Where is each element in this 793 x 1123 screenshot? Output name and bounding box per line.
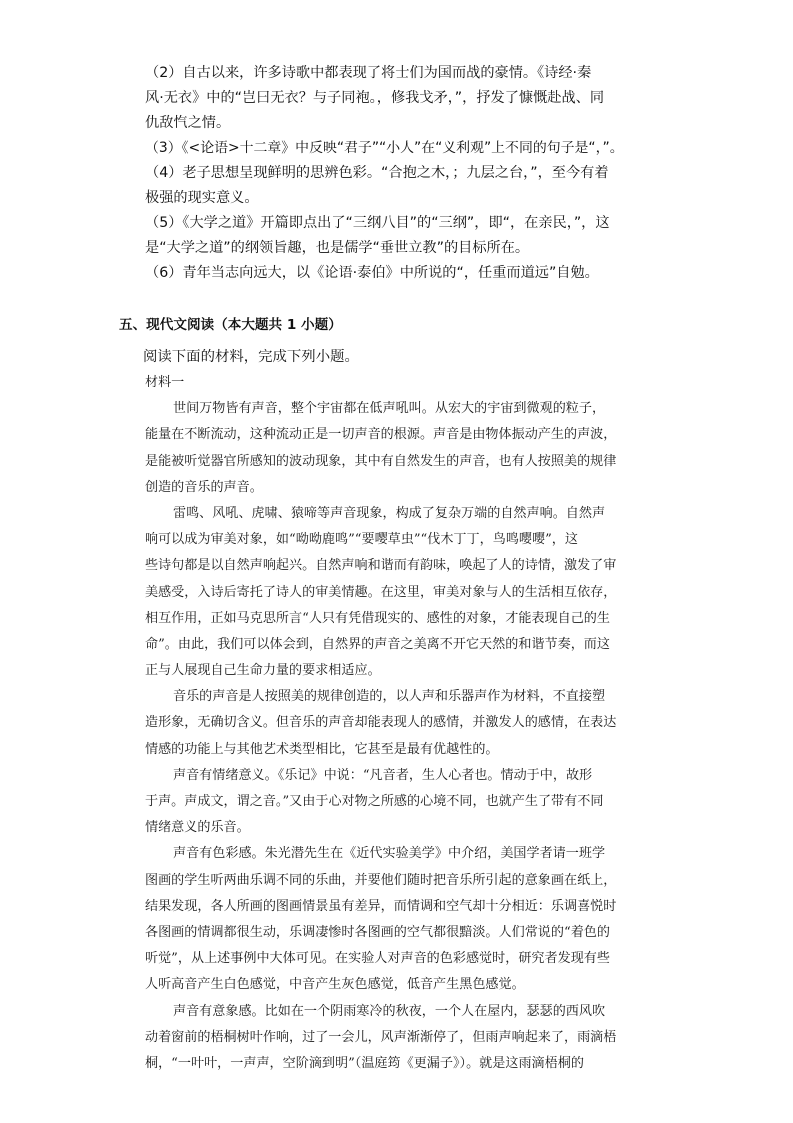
reading-material: [145, 370, 675, 1077]
material-line: 响可以成为审美对象，如“呦呦鹿鸣”“要嘤草虫”“伐木丁丁，鸟鸣嘤嘤”，这: [145, 532, 578, 548]
material-line: 世间万物皆有声音，整个宇宙都在低声吼叫。从宏大的宇宙到微观的粒子，: [173, 401, 606, 417]
question-line: （4）老子思想呈现鲜明的思辨色彩。“合抱之木，；九层之台，”，至今有着: [145, 165, 609, 181]
material-line: 声音有情绪意义。《乐记》中说：“凡音者，生人心者也。情动于中，故形: [173, 767, 593, 783]
material-line: 图画的学生听两曲乐调不同的乐曲，并要他们随时把音乐所引起的意象画在纸上，: [145, 872, 617, 888]
question-line: 是“大学之道”的纲领旨趣，也是儒学“垂世立教”的目标所在。: [145, 240, 530, 256]
material-line: 声音有色彩感。朱光潜先生在《近代实验美学》中介绍，美国学者请一班学: [173, 846, 606, 862]
question-line: （6）青年当志向远大，以《论语·泰伯》中所说的“，任重而道远”自勉。: [145, 265, 599, 281]
material-line: 桐，“一叶叶，一声声，空阶滴到明”（温庭筠《更漏子》）。就是这雨滴梧桐的: [145, 1055, 584, 1071]
reading-instruction: 阅读下面的材料，完成下列小题。: [143, 349, 359, 365]
material-line: 能量在不断流动，这种流动正是一切声音的根源。声音是由物体振动产生的声波，: [145, 427, 617, 443]
fill-in-questions: [145, 61, 690, 286]
material-line: 美感受，入诗后寄托了诗人的审美情趣。在这里，审美对象与人的生活相互依存，: [145, 584, 617, 600]
material-line: 情绪意义的乐音。: [145, 820, 250, 836]
question-line: 仇敌忾之情。: [145, 115, 231, 131]
question-line: 风·无衣》中的“岂曰无衣？与子同袍。，修我戈矛，”，抒发了慷慨赴战、同: [145, 90, 605, 106]
material-line: 声音有意象感。比如在一个阴雨寒冷的秋夜，一个人在屋内，瑟瑟的西风吹: [173, 1003, 606, 1019]
material-line: 正与人展现自己生命力量的要求相适应。: [145, 663, 381, 679]
material-line: 是能被听觉器官所感知的波动现象，其中有自然发生的声音，也有人按照美的规律: [145, 453, 617, 469]
material-line: 结果发现，各人所画的图画情景虽有差异，而情调和空气却十分相近：乐调喜悦时: [145, 898, 617, 914]
material-line: 命”。由此，我们可以体会到，自然界的声音之美离不开它天然的和谐节奏，而这: [145, 636, 610, 652]
question-line: （3）《<论语>十二章》中反映“君子”“小人”在“义利观”上不同的句子是“，”。: [145, 140, 624, 156]
question-line: 极强的现实意义。: [145, 190, 259, 206]
question-line: （5）《大学之道》开篇即点出了“三纲八目”的“三纲”，即“，在亲民，”，这: [145, 215, 610, 231]
section-heading: 五、现代文阅读（本大题共 1 小题）: [119, 317, 342, 333]
material-line: 相互作用，正如马克思所言“人只有凭借现实的、感性的对象，才能表现自己的生: [145, 610, 610, 626]
material-line: 人听高音产生白色感觉，中音产生灰色感觉，低音产生黑色感觉。: [145, 977, 525, 993]
material-line: 造形象，无确切含义。但音乐的声音却能表现人的感情，并激发人的感情，在表达: [145, 715, 617, 731]
material-line: 情感的功能上与其他艺术类型相比，它甚至是最有优越性的。: [145, 741, 499, 757]
material-line: 创造的音乐的声音。: [145, 479, 263, 495]
material-line: 各图画的情调都很生动，乐调凄惨时各图画的空气都很黯淡。人们常说的“着色的: [145, 924, 610, 940]
material-label: 材料一: [145, 375, 185, 390]
material-line: 于声。声成文，谓之音。”又由于心对物之所感的心境不同，也就产生了带有不同: [145, 794, 604, 809]
material-line: 动着窗前的梧桐树叶作响，过了一会儿，风声渐渐停了，但雨声响起来了，雨滴梧: [145, 1029, 617, 1045]
question-line: （2）自古以来，许多诗歌中都表现了将士们为国而战的豪情。《诗经·秦: [145, 65, 592, 81]
material-line: 音乐的声音是人按照美的规律创造的，以人声和乐器声作为材料，不直接塑: [173, 689, 606, 705]
material-line: 雷鸣、风吼、虎啸、猿啼等声音现象，构成了复杂万端的自然声响。自然声: [173, 505, 606, 521]
material-line: 听觉”，从上述事例中大体可见。在实验人对声音的色彩感觉时，研究者发现有些: [145, 951, 610, 967]
material-line: 些诗句都是以自然声响起兴。自然声响和谐而有韵味，唤起了人的诗情，激发了审: [145, 558, 617, 574]
